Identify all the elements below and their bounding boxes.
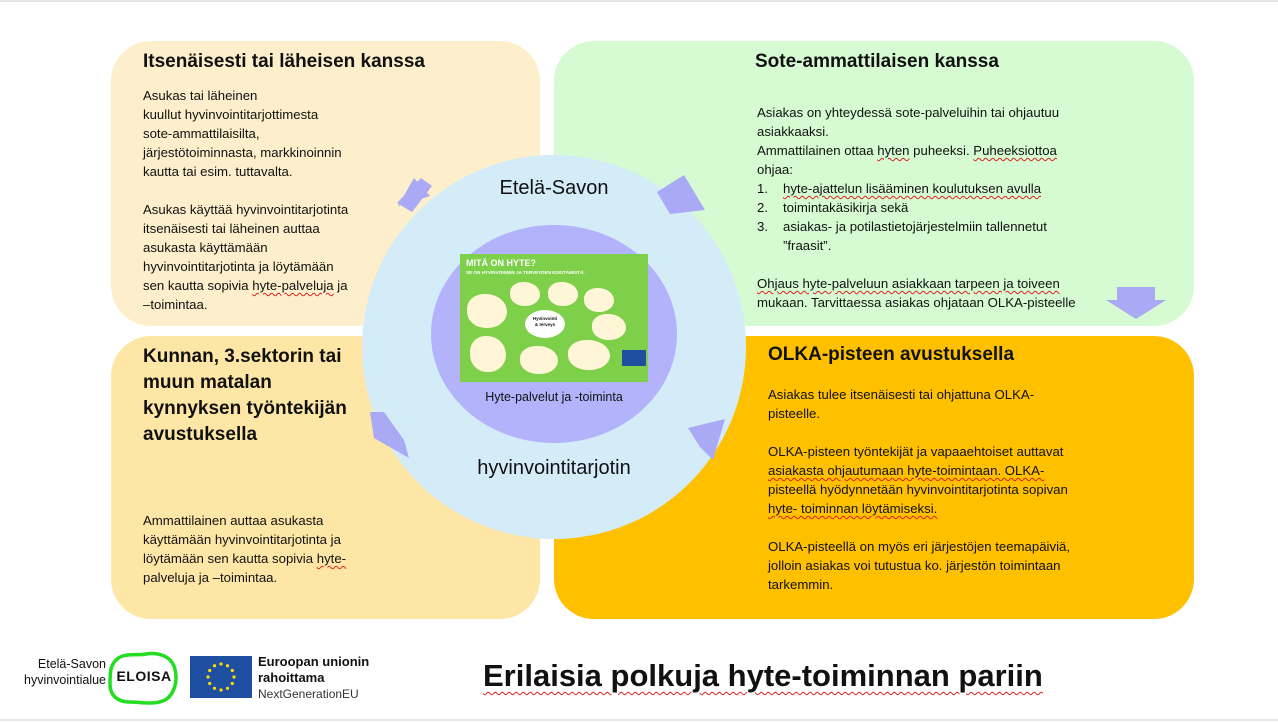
- professional-paragraph-1: Asiakas on yhteydessä sote-palveluihin tai ohjautuu asiakkaaksi.: [757, 105, 1060, 139]
- self-title: Itsenäisesti tai läheisen kanssa: [143, 51, 425, 72]
- arrow-down-icon: [1106, 287, 1166, 319]
- arrow-icon: [370, 412, 409, 458]
- infographic-blob: [584, 288, 614, 312]
- list-item: 3. asiakas- ja potilastietojärjestelmiin tallennetut ”fraasit”.: [757, 219, 1047, 253]
- eloisa-logo-text: ELOISA: [116, 668, 172, 684]
- arrow-icon: [688, 419, 725, 460]
- infographic-title: MITÄ ON HYTE?: [466, 258, 536, 268]
- list-item: 1. hyte-ajattelun lisääminen koulutuksen avulla: [757, 181, 1042, 196]
- infographic-subtitle: SE ON HYVINVOINNIN JA TERVEYDEN EDISTÄMISTÄ.: [466, 270, 585, 275]
- org-logo-text: Etelä-Savon hyvinvointialue: [24, 657, 106, 687]
- eu-funding-text: [258, 654, 369, 702]
- olka-title: OLKA-pisteen avustuksella: [768, 344, 1015, 365]
- prof-p3-a: Ohjaus hyte-palveluun asiakkaan tarpeen ja toiveen: [757, 276, 1060, 291]
- infographic-blob: [467, 294, 507, 328]
- olka-p2-b: asiakasta ohjautumaan hyte-toimintaan. OLKA-: [768, 463, 1045, 478]
- prof-p2-hyten: hyten: [877, 143, 910, 158]
- eu-line-1: Euroopan unionin: [258, 654, 370, 669]
- eu-flag-icon: [190, 656, 252, 698]
- olka-p2-a: OLKA-pisteen työntekijät ja vapaaehtoiset auttavat: [768, 444, 1064, 459]
- self-p2-line: Asukas käyttää hyvinvointitarjotinta: [143, 202, 349, 217]
- olka-paragraph-3: OLKA-pisteellä on myös eri järjestöjen teemapäiviä, jolloin asiakas voi tutustua ko. järjestön toimintaan tarkemmin.: [768, 539, 1070, 592]
- bottom-divider: [0, 719, 1278, 721]
- prof-p3-b: mukaan. Tarvittaessa asiakas ohjataan OLKA-pisteelle: [757, 295, 1076, 310]
- self-p2-line: asukasta käyttämään: [143, 240, 268, 255]
- infographic-center: Hyvinvointi & terveys: [525, 310, 565, 338]
- infographic-blob: [470, 336, 506, 372]
- infographic-blob: [548, 282, 578, 306]
- self-p2-line: –toimintaa.: [143, 297, 208, 312]
- prof-p2-a: Ammattilainen ottaa: [757, 143, 874, 158]
- infographic-blob: [520, 346, 558, 374]
- hyte-infographic: [460, 254, 648, 382]
- prof-p2-c: Puheeksiottoa: [973, 143, 1057, 158]
- muni-p-b: palveluja ja –toimintaa.: [143, 570, 278, 585]
- self-paragraph-1: Asukas tai läheinen kuullut hyvinvointitarjottimesta sote-ammattilaisilta, järjestötoiminnasta, markkinoinnin kautta tai esim. tuttavalta.: [143, 88, 342, 179]
- eu-line-3: NextGenerationEU: [258, 687, 359, 701]
- infographic-blob: [510, 282, 540, 306]
- muni-p-a: Ammattilainen auttaa asukasta käyttämään hyvinvointitarjotinta ja löytämään sen kautta sopivia: [143, 513, 341, 566]
- olka-paragraph-1: Asiakas tulee itsenäisesti tai ohjattuna OLKA- pisteelle.: [768, 387, 1035, 421]
- prof-p2-b: puheeksi.: [913, 143, 970, 158]
- arrow-icon: [657, 175, 705, 214]
- prof-p2-d: ohjaa:: [757, 162, 793, 177]
- muni-p-hyte: hyte-: [316, 551, 347, 566]
- center-caption: Hyte-palvelut ja -toiminta: [485, 390, 623, 404]
- eu-line-2: rahoittama: [258, 670, 325, 685]
- olka-p2-c: pisteellä hyödynnetään hyvinvointitarjotinta sopivan: [768, 482, 1068, 497]
- self-p2-line: ja: [337, 278, 348, 293]
- ring-label-bottom: hyvinvointitarjotin: [477, 457, 631, 479]
- infographic-blob: [568, 340, 610, 370]
- infographic-blob: [592, 314, 626, 340]
- professional-title: Sote-ammattilaisen kanssa: [755, 51, 999, 72]
- page-title: Erilaisia polkuja hyte-toiminnan pariin: [483, 658, 1043, 693]
- municipality-title: Kunnan, 3.sektorin tai muun matalan kynnyksen työntekijän avustuksella: [143, 346, 347, 445]
- olka-p2-d: hyte- toiminnan löytämiseksi.: [768, 501, 938, 516]
- self-p2-line: hyvinvointitarjotinta ja löytämään: [143, 259, 334, 274]
- self-p2-hyte: hyte-palveluja: [252, 278, 334, 293]
- self-p2-line: sen kautta sopivia: [143, 278, 249, 293]
- ring-label-top: Etelä-Savon: [499, 177, 609, 199]
- list-item: 2. toimintakäsikirja sekä: [757, 200, 909, 215]
- eu-flag-icon: [622, 350, 646, 366]
- self-p2-line: itsenäisesti tai läheinen auttaa: [143, 221, 320, 236]
